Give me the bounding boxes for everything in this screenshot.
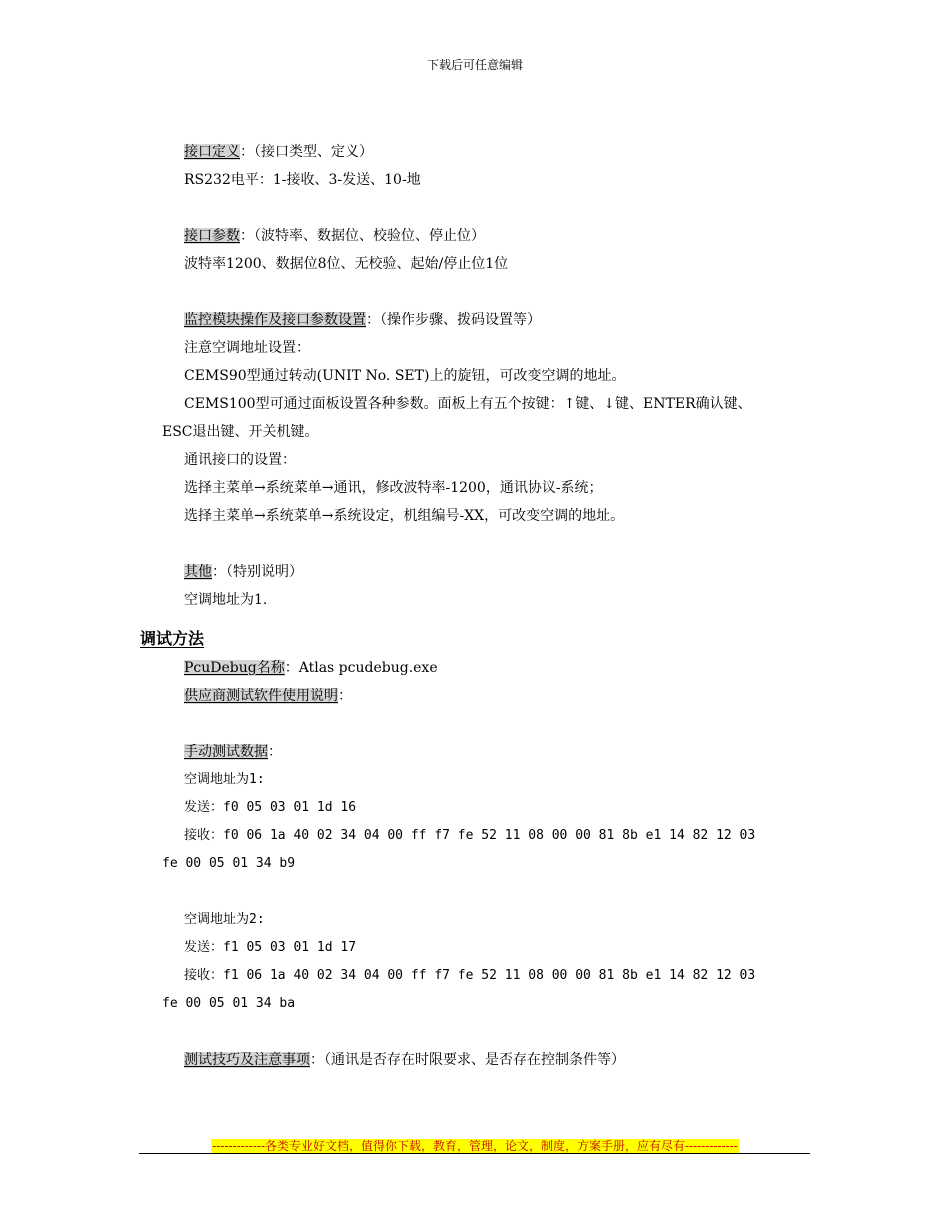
page-header: 下载后可任意编辑	[426, 58, 523, 72]
recv1-line-a: 接收：f0 06 1a 40 02 34 04 00 ff f7 fe 52 11 08 00 00 81 8b e1 14 82 12 03	[184, 828, 756, 843]
monitor-setup-line1: 注意空调地址设置：	[184, 340, 310, 356]
monitor-setup-line7: 选择主菜单→系统菜单→系统设定，机组编号-XX，可改变空调的地址。	[184, 508, 625, 524]
interface-def-text: RS232电平：1-接收、3-发送、10-地	[184, 172, 421, 188]
tips-label: 测试技巧及注意事项	[184, 1052, 310, 1068]
recv2-line-a: 接收：f1 06 1a 40 02 34 04 00 ff f7 fe 52 11 08 00 00 81 8b e1 14 82 12 03	[184, 968, 756, 983]
manual-label: 手动测试数据	[184, 744, 268, 760]
interface-params-label: 接口参数	[184, 228, 240, 244]
interface-def-suffix: ：（接口类型、定义）	[240, 144, 373, 160]
tips-suffix: ：（通讯是否存在时限要求、是否存在控制条件等）	[310, 1052, 625, 1068]
footer-banner: -------------各类专业好文档，值得你下载，教育，管理，论文，制度，方案手册，应有尽有-------------	[212, 1139, 738, 1153]
footer-divider	[139, 1153, 810, 1154]
document-body	[140, 138, 827, 1074]
other-suffix: ：（特别说明）	[212, 564, 303, 580]
monitor-setup-line5: 通讯接口的设置：	[184, 452, 296, 468]
recv2-line-b: fe 00 05 01 34 ba	[162, 996, 296, 1011]
manual-heading	[162, 738, 827, 766]
addr1-line: 空调地址为1:	[184, 772, 265, 787]
addr2-line: 空调地址为2:	[184, 912, 265, 927]
other-label: 其他	[184, 564, 212, 580]
page-footer	[0, 1135, 950, 1154]
pcudebug-label: PcuDebug名称	[184, 660, 285, 676]
tips-heading	[162, 1046, 827, 1074]
pcudebug-value: ：Atlas pcudebug.exe	[284, 660, 438, 676]
debug-section-title: 调试方法	[140, 629, 205, 648]
recv1-line-b: fe 00 05 01 34 b9	[162, 856, 296, 871]
interface-params-heading	[162, 222, 827, 250]
vendor-label: 供应商测试软件使用说明	[184, 688, 338, 704]
monitor-setup-line6: 选择主菜单→系统菜单→通讯，修改波特率-1200，通讯协议-系统；	[184, 480, 603, 496]
monitor-setup-suffix: ：（操作步骤、拨码设置等）	[366, 312, 541, 328]
send2-line: 发送：f1 05 03 01 1d 17	[184, 940, 357, 955]
vendor-suffix: ：	[338, 688, 352, 704]
other-heading	[162, 558, 827, 586]
monitor-setup-line4: ESC退出键、开关机键。	[162, 424, 319, 440]
monitor-setup-line2: CEMS90型通过转动(UNIT No. SET)上的旋钮，可改变空调的地址。	[184, 368, 626, 384]
interface-params-suffix: ：（波特率、数据位、校验位、停止位）	[240, 228, 485, 244]
monitor-setup-label: 监控模块操作及接口参数设置	[184, 312, 366, 328]
monitor-setup-heading	[162, 306, 827, 334]
interface-def-heading	[162, 138, 827, 166]
pcudebug-line	[162, 654, 827, 682]
send1-line: 发送：f0 05 03 01 1d 16	[184, 800, 357, 815]
monitor-setup-line3: CEMS100型可通过面板设置各种参数。面板上有五个按键：↑键、↓键、ENTER确认键、	[184, 396, 752, 412]
vendor-line	[162, 682, 827, 710]
other-text: 空调地址为1.	[184, 592, 268, 608]
interface-def-label: 接口定义	[184, 144, 240, 160]
manual-suffix: ：	[268, 744, 282, 760]
interface-params-text: 波特率1200、数据位8位、无校验、起始/停止位1位	[184, 256, 509, 272]
